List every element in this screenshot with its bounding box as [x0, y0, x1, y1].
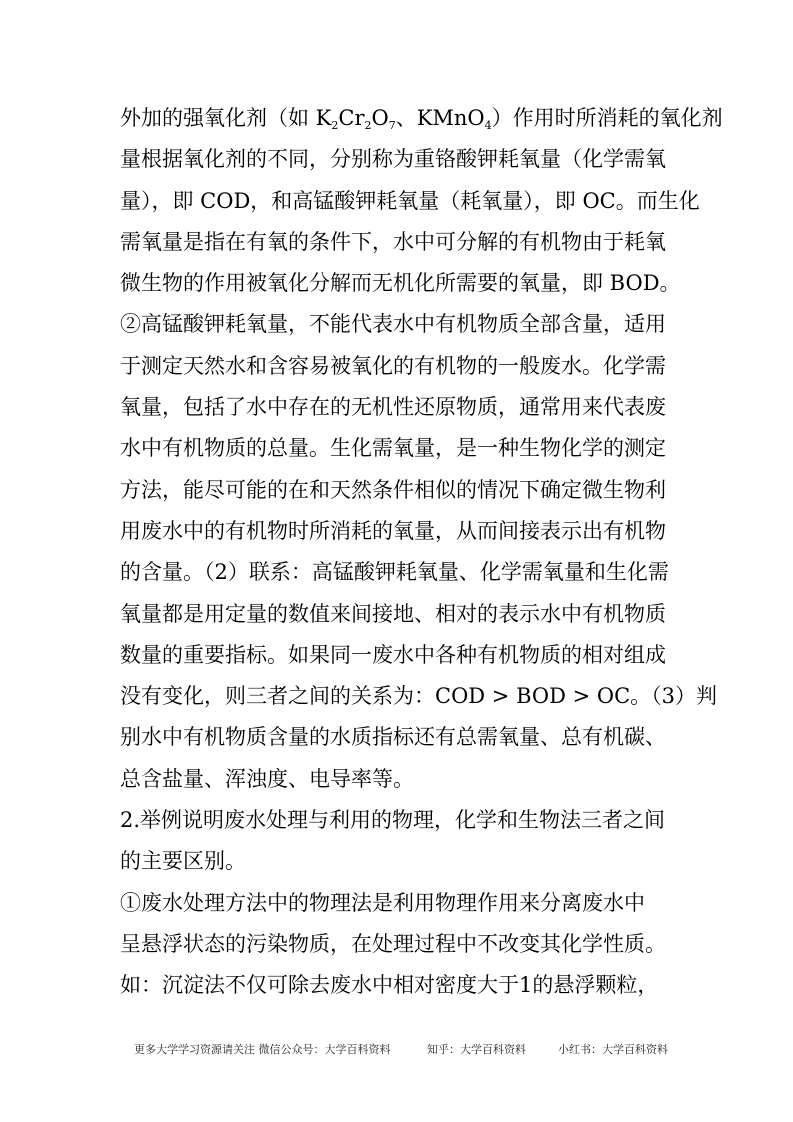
- text-line: 需氧量是指在有氧的条件下，水中可分解的有机物由于耗氧: [120, 229, 666, 254]
- text-line: 的含量。（2）联系：高锰酸钾耗氧量、化学需氧量和生化需: [120, 560, 669, 585]
- text-line: 氧量，包括了水中存在的无机性还原物质，通常用来代表废: [120, 395, 666, 420]
- body-text: [120, 98, 723, 1007]
- text-line: 如：沉淀法不仅可除去废水中相对密度大于1的悬浮颗粒，: [120, 973, 659, 998]
- text-line: 别水中有机物质含量的水质指标还有总需氧量、总有机碳、: [120, 725, 666, 750]
- text-run: 外加的强氧化剂（如 K: [120, 106, 332, 130]
- text-line: 水中有机物质的总量。生化需氧量，是一种生物化学的测定: [120, 436, 666, 461]
- subscript: 7: [388, 119, 396, 132]
- text-line: 总含盐量、浑浊度、电导率等。: [120, 766, 414, 791]
- text-run: 、KMnO: [395, 106, 485, 130]
- text-line: 用废水中的有机物时所消耗的氧量，从而间接表示出有机物: [120, 518, 666, 543]
- text-line: ①废水处理方法中的物理法是利用物理作用来分离废水中: [120, 890, 645, 915]
- text-line: 呈悬浮状态的污染物质，在处理过程中不改变其化学性质。: [120, 931, 666, 956]
- text-run: ）作用时所消耗的氧化剂: [491, 106, 723, 130]
- footer-zhihu-text: 知乎：大学百科资料: [427, 1043, 526, 1056]
- page-footer: [0, 1041, 793, 1061]
- question-heading: 2.举例说明废水处理与利用的物理，化学和生物法三者之间: [120, 808, 666, 833]
- text-run: Cr: [338, 106, 365, 130]
- text-line: 量根据氧化剂的不同，分别称为重铬酸钾耗氧量（化学需氧: [120, 147, 666, 172]
- footer-xiaohongshu-text: 小红书：大学百科资料: [558, 1043, 668, 1056]
- text-line-1: [120, 98, 723, 139]
- text-line: 量），即 COD，和高锰酸钾耗氧量（耗氧量），即 OC。而生化: [120, 188, 700, 213]
- text-line: 数量的重要指标。如果同一废水中各种有机物质的相对组成: [120, 642, 666, 667]
- subscript: 2: [364, 119, 372, 132]
- text-line: ②高锰酸钾耗氧量，不能代表水中有机物质全部含量，适用: [120, 312, 666, 337]
- text-run: O: [371, 106, 389, 130]
- text-line: 方法，能尽可能的在和天然条件相似的情况下确定微生物利: [120, 477, 666, 502]
- question-heading: 的主要区别。: [120, 849, 246, 874]
- text-line: 于测定天然水和含容易被氧化的有机物的一般废水。化学需: [120, 353, 666, 378]
- text-line: 氧量都是用定量的数值来间接地、相对的表示水中有机物质: [120, 601, 666, 626]
- text-line: 微生物的作用被氧化分解而无机化所需要的氧量，即 BOD。: [120, 271, 681, 296]
- text-line: 没有变化，则三者之间的关系为：COD > BOD > OC。（3）判: [120, 684, 718, 709]
- footer-wechat-text: 更多大学学习资源请关注 微信公众号：大学百科资料: [134, 1043, 391, 1056]
- subscript: 2: [331, 119, 339, 132]
- subscript: 4: [484, 119, 492, 132]
